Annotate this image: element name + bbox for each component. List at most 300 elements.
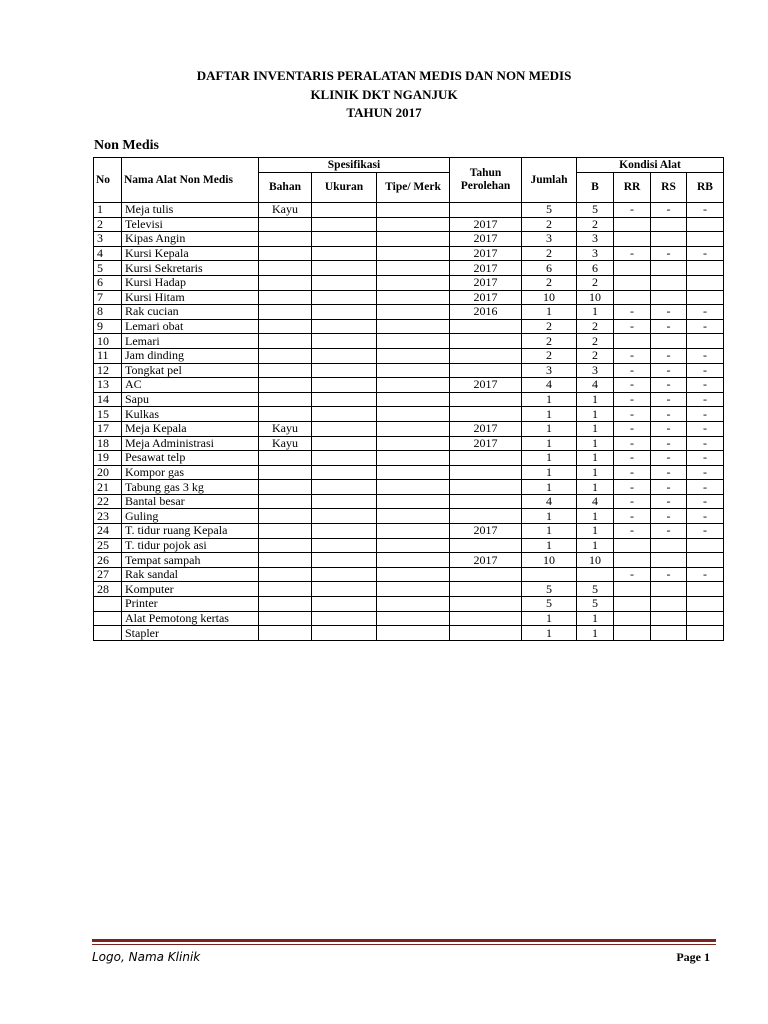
cell-jumlah: 5 [522, 582, 577, 597]
cell-nama: Kompor gas [122, 465, 259, 480]
cell-rr: - [614, 524, 651, 539]
cell-ukuran [312, 626, 377, 641]
cell-tipe [377, 509, 450, 524]
cell-tipe [377, 275, 450, 290]
cell-rs [651, 275, 687, 290]
cell-b: 1 [577, 611, 614, 626]
cell-jumlah: 1 [522, 611, 577, 626]
cell-ukuran [312, 348, 377, 363]
cell-b: 1 [577, 421, 614, 436]
cell-rb [687, 275, 724, 290]
header-tipe: Tipe/ Merk [377, 173, 450, 203]
table-row [94, 363, 724, 378]
cell-tipe [377, 611, 450, 626]
cell-ukuran [312, 509, 377, 524]
cell-no: 21 [94, 480, 122, 495]
cell-tipe [377, 363, 450, 378]
cell-no: 19 [94, 451, 122, 466]
cell-tipe [377, 334, 450, 349]
cell-nama: Alat Pemotong kertas [122, 611, 259, 626]
cell-no: 20 [94, 465, 122, 480]
cell-nama: T. tidur pojok asi [122, 538, 259, 553]
cell-tipe [377, 378, 450, 393]
cell-b: 1 [577, 626, 614, 641]
cell-no: 17 [94, 421, 122, 436]
document-title-line1: DAFTAR INVENTARIS PERALATAN MEDIS DAN NON MEDIS [196, 68, 572, 83]
cell-no: 12 [94, 363, 122, 378]
table-row [94, 567, 724, 582]
cell-tipe [377, 597, 450, 612]
cell-tahun [450, 582, 522, 597]
cell-rs: - [651, 465, 687, 480]
cell-bahan [259, 290, 312, 305]
cell-ukuran [312, 538, 377, 553]
cell-tipe [377, 480, 450, 495]
cell-tahun [450, 538, 522, 553]
cell-rs: - [651, 509, 687, 524]
cell-bahan [259, 494, 312, 509]
cell-b: 3 [577, 363, 614, 378]
cell-nama: Meja Administrasi [122, 436, 259, 451]
cell-tahun [450, 203, 522, 218]
cell-b: 5 [577, 582, 614, 597]
cell-rb [687, 582, 724, 597]
cell-bahan [259, 597, 312, 612]
page-number: Page 1 [676, 950, 710, 964]
cell-tipe [377, 582, 450, 597]
cell-no: 18 [94, 436, 122, 451]
table-row [94, 597, 724, 612]
cell-tipe [377, 421, 450, 436]
footer-clinic-name: Logo, Nama Klinik [92, 950, 201, 964]
cell-jumlah: 5 [522, 597, 577, 612]
header-tahun: Tahun Perolehan [450, 158, 522, 203]
cell-rb [687, 232, 724, 247]
table-row [94, 538, 724, 553]
cell-jumlah: 1 [522, 451, 577, 466]
cell-b: 1 [577, 465, 614, 480]
cell-ukuran [312, 421, 377, 436]
cell-ukuran [312, 465, 377, 480]
cell-rb [687, 217, 724, 232]
cell-no: 14 [94, 392, 122, 407]
cell-rs [651, 582, 687, 597]
cell-no: 4 [94, 246, 122, 261]
cell-rr [614, 290, 651, 305]
cell-bahan [259, 567, 312, 582]
cell-rb: - [687, 305, 724, 320]
cell-nama: T. tidur ruang Kepala [122, 524, 259, 539]
cell-rb: - [687, 363, 724, 378]
header-rb: RB [687, 173, 724, 203]
cell-tahun [450, 363, 522, 378]
footer-rule-thin [92, 944, 716, 945]
cell-rb [687, 290, 724, 305]
cell-bahan [259, 524, 312, 539]
cell-rs [651, 217, 687, 232]
cell-rb [687, 538, 724, 553]
cell-tahun: 2017 [450, 421, 522, 436]
cell-nama: Guling [122, 509, 259, 524]
cell-rb [687, 553, 724, 568]
cell-rs: - [651, 480, 687, 495]
header-kondisi: Kondisi Alat [577, 158, 724, 173]
cell-rs [651, 611, 687, 626]
cell-rb: - [687, 436, 724, 451]
cell-no: 7 [94, 290, 122, 305]
cell-rb: - [687, 392, 724, 407]
inventory-table [93, 157, 724, 641]
cell-jumlah: 5 [522, 203, 577, 218]
table-row [94, 553, 724, 568]
cell-jumlah: 1 [522, 436, 577, 451]
cell-tipe [377, 567, 450, 582]
cell-bahan [259, 392, 312, 407]
cell-no: 22 [94, 494, 122, 509]
header-b: B [577, 173, 614, 203]
cell-jumlah: 2 [522, 275, 577, 290]
cell-rr: - [614, 480, 651, 495]
header-spesifikasi: Spesifikasi [259, 158, 450, 173]
cell-b: 2 [577, 275, 614, 290]
cell-jumlah: 4 [522, 494, 577, 509]
cell-no: 24 [94, 524, 122, 539]
cell-nama: Meja tulis [122, 203, 259, 218]
cell-rr [614, 553, 651, 568]
cell-rs: - [651, 305, 687, 320]
cell-rr: - [614, 436, 651, 451]
cell-no: 8 [94, 305, 122, 320]
cell-jumlah: 6 [522, 261, 577, 276]
cell-jumlah: 2 [522, 217, 577, 232]
cell-rs: - [651, 451, 687, 466]
cell-no: 2 [94, 217, 122, 232]
inventory-table-body [94, 203, 724, 641]
cell-rs: - [651, 392, 687, 407]
cell-tahun [450, 611, 522, 626]
cell-ukuran [312, 232, 377, 247]
table-row [94, 319, 724, 334]
cell-rb: - [687, 421, 724, 436]
cell-no: 28 [94, 582, 122, 597]
cell-rb: - [687, 509, 724, 524]
cell-tipe [377, 465, 450, 480]
cell-no: 15 [94, 407, 122, 422]
document-title-line3: TAHUN 2017 [346, 105, 422, 120]
cell-bahan: Kayu [259, 436, 312, 451]
cell-bahan [259, 582, 312, 597]
cell-tipe [377, 392, 450, 407]
cell-tahun: 2017 [450, 290, 522, 305]
table-row [94, 392, 724, 407]
document-title-line2: KLINIK DKT NGANJUK [310, 87, 458, 102]
cell-bahan [259, 451, 312, 466]
cell-b: 1 [577, 509, 614, 524]
cell-ukuran [312, 275, 377, 290]
table-row [94, 232, 724, 247]
cell-ukuran [312, 553, 377, 568]
cell-bahan [259, 465, 312, 480]
cell-tipe [377, 626, 450, 641]
cell-rs [651, 597, 687, 612]
cell-b: 10 [577, 553, 614, 568]
cell-b: 5 [577, 203, 614, 218]
cell-tipe [377, 232, 450, 247]
cell-ukuran [312, 217, 377, 232]
cell-tahun [450, 567, 522, 582]
cell-rr [614, 334, 651, 349]
cell-rb [687, 261, 724, 276]
cell-rs: - [651, 567, 687, 582]
cell-jumlah: 1 [522, 524, 577, 539]
table-row [94, 217, 724, 232]
cell-tipe [377, 203, 450, 218]
cell-bahan [259, 553, 312, 568]
cell-b: 10 [577, 290, 614, 305]
cell-bahan [259, 275, 312, 290]
cell-tahun: 2017 [450, 217, 522, 232]
cell-b: 1 [577, 524, 614, 539]
section-title: Non Medis [94, 138, 159, 153]
cell-jumlah: 1 [522, 305, 577, 320]
cell-ukuran [312, 582, 377, 597]
cell-nama: Pesawat telp [122, 451, 259, 466]
cell-no: 1 [94, 203, 122, 218]
cell-b: 1 [577, 392, 614, 407]
cell-tahun [450, 480, 522, 495]
cell-bahan: Kayu [259, 203, 312, 218]
table-row [94, 494, 724, 509]
header-jumlah: Jumlah [522, 158, 577, 203]
cell-bahan [259, 626, 312, 641]
cell-rr [614, 597, 651, 612]
cell-rr [614, 217, 651, 232]
cell-rs [651, 290, 687, 305]
cell-jumlah: 10 [522, 553, 577, 568]
cell-tahun [450, 334, 522, 349]
cell-tahun [450, 626, 522, 641]
cell-nama: Kursi Hadap [122, 275, 259, 290]
cell-rr: - [614, 378, 651, 393]
cell-rr [614, 538, 651, 553]
table-row [94, 626, 724, 641]
table-row [94, 334, 724, 349]
cell-rs: - [651, 494, 687, 509]
cell-rb [687, 611, 724, 626]
cell-rr: - [614, 421, 651, 436]
cell-tahun: 2017 [450, 553, 522, 568]
table-row [94, 582, 724, 597]
cell-no [94, 626, 122, 641]
table-row [94, 451, 724, 466]
cell-rb: - [687, 494, 724, 509]
cell-tipe [377, 261, 450, 276]
cell-tipe [377, 538, 450, 553]
cell-rr [614, 275, 651, 290]
cell-ukuran [312, 436, 377, 451]
cell-no [94, 597, 122, 612]
cell-no: 26 [94, 553, 122, 568]
cell-bahan [259, 509, 312, 524]
cell-tipe [377, 290, 450, 305]
cell-rs: - [651, 524, 687, 539]
cell-rs [651, 553, 687, 568]
cell-ukuran [312, 319, 377, 334]
cell-rs: - [651, 378, 687, 393]
cell-nama: Jam dinding [122, 348, 259, 363]
cell-rr [614, 261, 651, 276]
cell-no: 9 [94, 319, 122, 334]
cell-rb: - [687, 348, 724, 363]
cell-rs: - [651, 363, 687, 378]
header-rs: RS [651, 173, 687, 203]
cell-no: 13 [94, 378, 122, 393]
cell-jumlah: 2 [522, 319, 577, 334]
cell-rb: - [687, 378, 724, 393]
cell-nama: Rak sandal [122, 567, 259, 582]
cell-rb [687, 626, 724, 641]
cell-nama: Kipas Angin [122, 232, 259, 247]
cell-jumlah: 1 [522, 465, 577, 480]
cell-rb: - [687, 319, 724, 334]
cell-bahan [259, 334, 312, 349]
cell-rs [651, 261, 687, 276]
cell-nama: Tongkat pel [122, 363, 259, 378]
cell-jumlah: 1 [522, 421, 577, 436]
cell-b: 3 [577, 246, 614, 261]
cell-jumlah: 3 [522, 363, 577, 378]
cell-nama: Tabung gas 3 kg [122, 480, 259, 495]
cell-tahun [450, 494, 522, 509]
cell-b: 2 [577, 217, 614, 232]
table-row [94, 246, 724, 261]
cell-no: 5 [94, 261, 122, 276]
cell-rs: - [651, 348, 687, 363]
cell-rb: - [687, 203, 724, 218]
cell-nama: Komputer [122, 582, 259, 597]
cell-ukuran [312, 378, 377, 393]
cell-ukuran [312, 261, 377, 276]
cell-ukuran [312, 363, 377, 378]
cell-rs: - [651, 319, 687, 334]
cell-ukuran [312, 611, 377, 626]
table-row [94, 421, 724, 436]
cell-tahun [450, 348, 522, 363]
header-bahan: Bahan [259, 173, 312, 203]
cell-rr: - [614, 363, 651, 378]
cell-rr: - [614, 305, 651, 320]
header-no: No [94, 158, 122, 203]
cell-ukuran [312, 480, 377, 495]
cell-tahun: 2017 [450, 232, 522, 247]
cell-jumlah: 1 [522, 407, 577, 422]
cell-b: 6 [577, 261, 614, 276]
cell-tipe [377, 348, 450, 363]
cell-nama: Televisi [122, 217, 259, 232]
cell-tahun: 2017 [450, 246, 522, 261]
table-row [94, 509, 724, 524]
cell-ukuran [312, 567, 377, 582]
cell-rb: - [687, 567, 724, 582]
cell-nama: Bantal besar [122, 494, 259, 509]
cell-b: 1 [577, 407, 614, 422]
cell-rb: - [687, 246, 724, 261]
cell-no [94, 611, 122, 626]
cell-rr: - [614, 407, 651, 422]
cell-no: 10 [94, 334, 122, 349]
cell-bahan [259, 246, 312, 261]
cell-rs [651, 334, 687, 349]
table-row [94, 348, 724, 363]
cell-tahun [450, 319, 522, 334]
cell-tahun: 2017 [450, 378, 522, 393]
cell-tahun: 2017 [450, 524, 522, 539]
cell-jumlah: 3 [522, 232, 577, 247]
cell-rr: - [614, 509, 651, 524]
cell-tipe [377, 246, 450, 261]
cell-ukuran [312, 334, 377, 349]
cell-tipe [377, 217, 450, 232]
cell-tahun: 2016 [450, 305, 522, 320]
cell-jumlah: 2 [522, 334, 577, 349]
table-row [94, 203, 724, 218]
cell-rr [614, 232, 651, 247]
cell-b: 2 [577, 348, 614, 363]
cell-no: 23 [94, 509, 122, 524]
table-row [94, 378, 724, 393]
cell-b: 1 [577, 538, 614, 553]
cell-jumlah: 2 [522, 348, 577, 363]
cell-rr: - [614, 348, 651, 363]
cell-rr: - [614, 567, 651, 582]
cell-tahun [450, 392, 522, 407]
cell-bahan [259, 538, 312, 553]
cell-nama: Sapu [122, 392, 259, 407]
cell-tipe [377, 524, 450, 539]
cell-tahun [450, 451, 522, 466]
header-rr: RR [614, 173, 651, 203]
cell-b: 1 [577, 305, 614, 320]
cell-rs: - [651, 421, 687, 436]
cell-ukuran [312, 597, 377, 612]
cell-no: 6 [94, 275, 122, 290]
cell-no: 3 [94, 232, 122, 247]
cell-b: 2 [577, 319, 614, 334]
cell-bahan [259, 319, 312, 334]
cell-bahan [259, 261, 312, 276]
cell-rb [687, 597, 724, 612]
cell-tahun [450, 597, 522, 612]
cell-rb: - [687, 465, 724, 480]
cell-rs: - [651, 407, 687, 422]
cell-tipe [377, 436, 450, 451]
table-row [94, 436, 724, 451]
cell-rs [651, 626, 687, 641]
cell-rs: - [651, 246, 687, 261]
cell-jumlah: 4 [522, 378, 577, 393]
cell-bahan [259, 305, 312, 320]
cell-bahan: Kayu [259, 421, 312, 436]
cell-rr: - [614, 465, 651, 480]
cell-rr: - [614, 494, 651, 509]
cell-rr: - [614, 451, 651, 466]
cell-tipe [377, 451, 450, 466]
header-nama: Nama Alat Non Medis [122, 158, 259, 203]
cell-rs: - [651, 203, 687, 218]
cell-tipe [377, 553, 450, 568]
cell-bahan [259, 363, 312, 378]
cell-bahan [259, 407, 312, 422]
